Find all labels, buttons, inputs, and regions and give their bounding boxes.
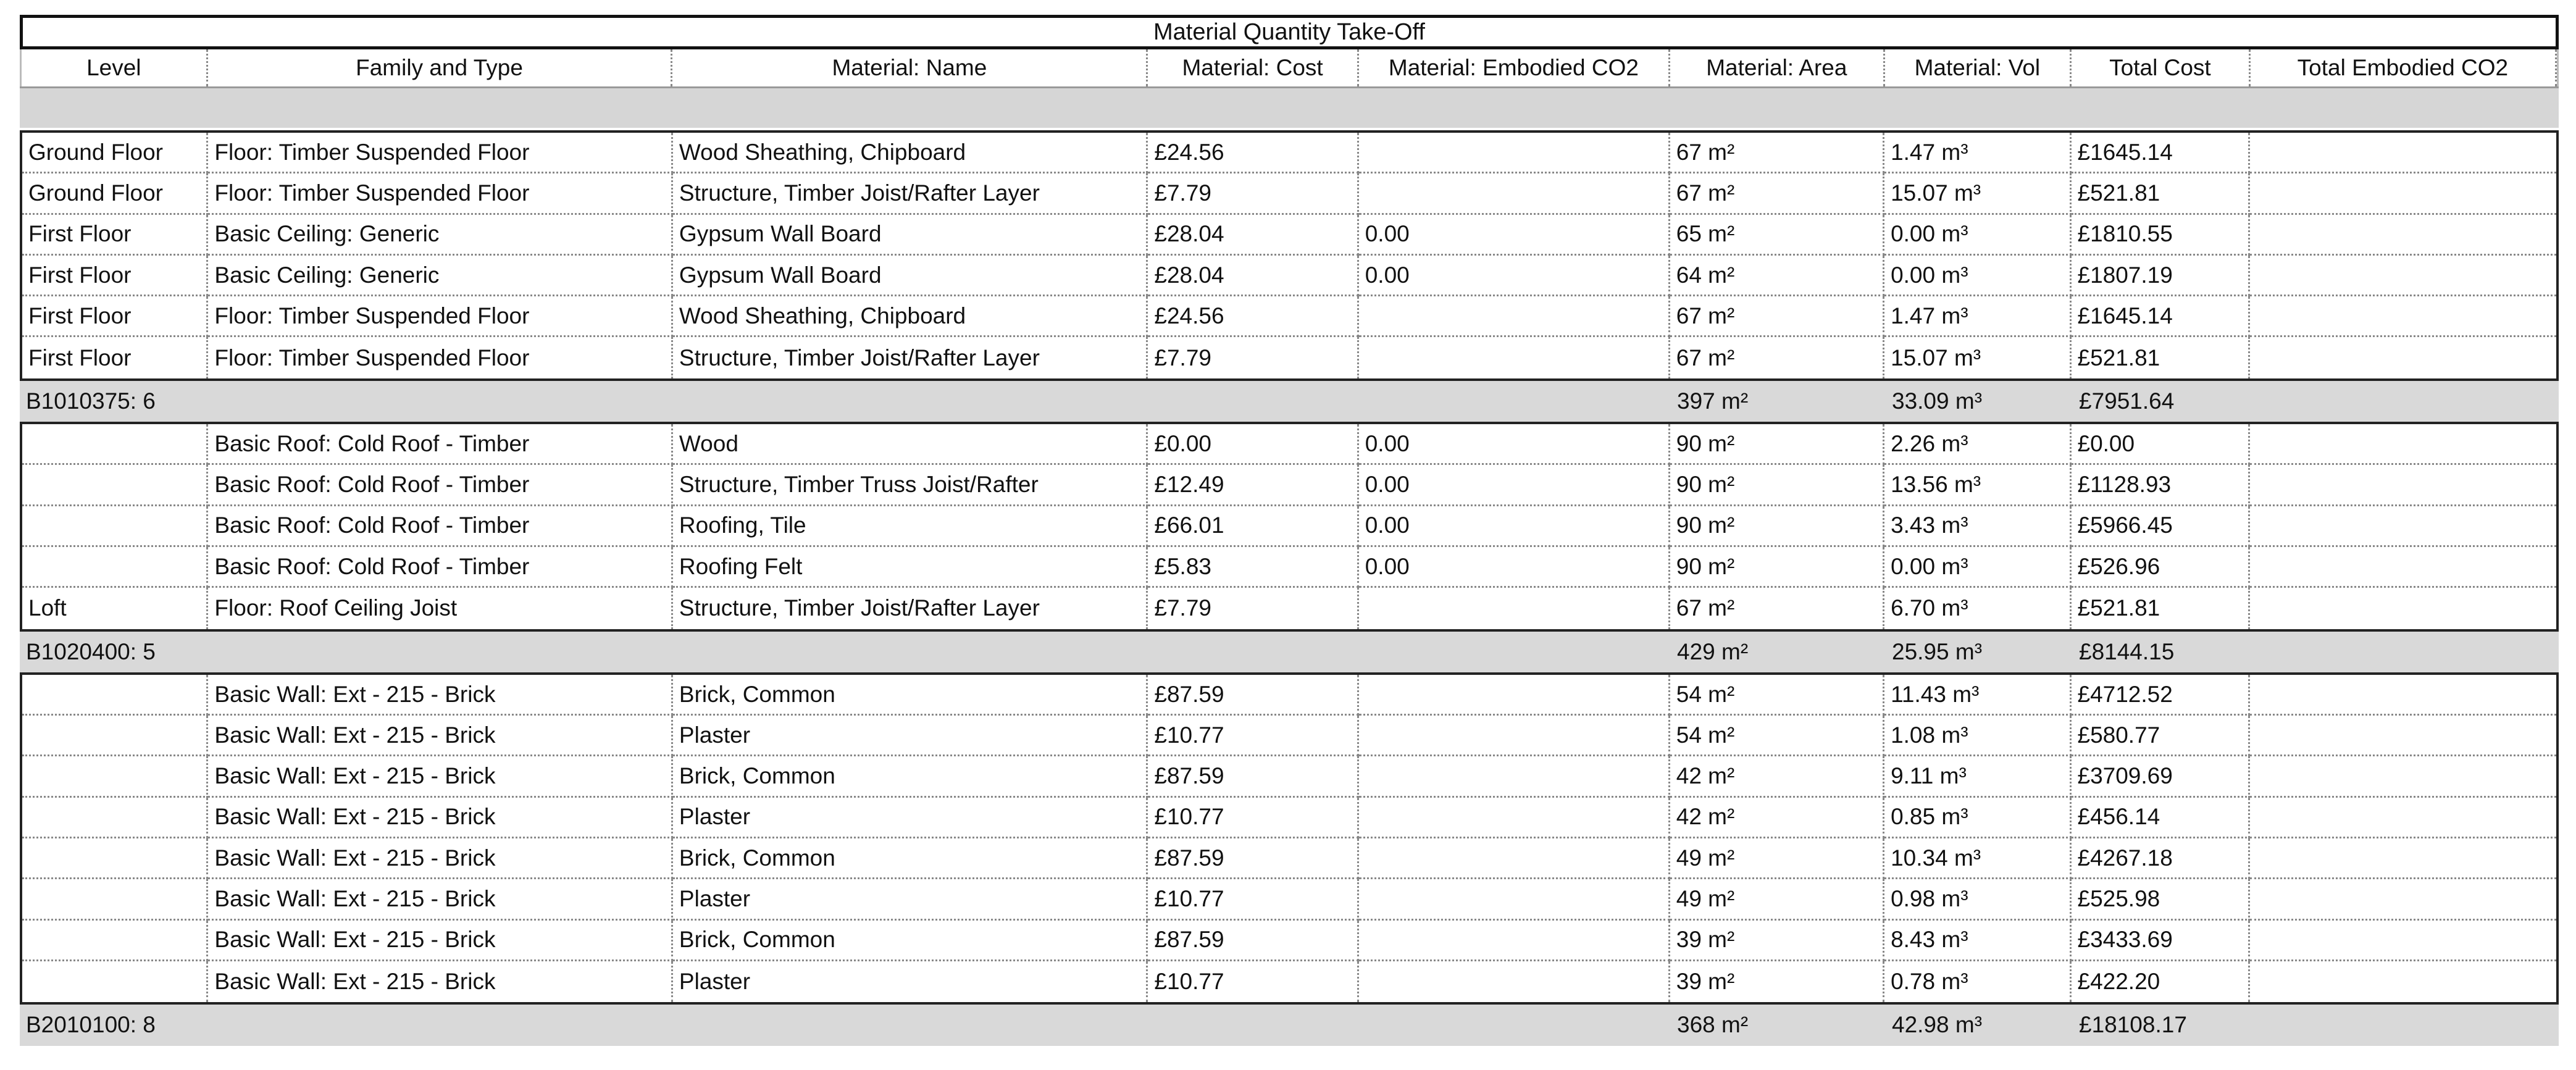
cell-total-cost[interactable]: £3433.69: [2072, 921, 2250, 961]
cell-family-and-type[interactable]: Floor: Timber Suspended Floor: [208, 173, 673, 214]
subtotal-co2: [2252, 632, 2559, 672]
cell-material-name[interactable]: Brick, Common: [673, 756, 1148, 797]
cell-total-cost[interactable]: £521.81: [2072, 173, 2250, 214]
cell-material-embodied-co2[interactable]: [1359, 296, 1670, 337]
cell-total-cost[interactable]: £3709.69: [2072, 756, 2250, 797]
cell-total-embodied-co2[interactable]: [2250, 337, 2556, 378]
table-row[interactable]: [22, 424, 2556, 465]
cell-material-cost[interactable]: £66.01: [1148, 506, 1358, 547]
table-row[interactable]: [22, 921, 2556, 961]
subtotal-vol: 42.98 m³: [1892, 1012, 1983, 1038]
cell-family-and-type[interactable]: Basic Wall: Ext - 215 - Brick: [208, 961, 673, 1002]
cell-family-and-type[interactable]: Floor: Timber Suspended Floor: [208, 133, 673, 173]
cell-material-cost[interactable]: £28.04: [1148, 256, 1358, 296]
cell-material-name[interactable]: Wood: [673, 424, 1148, 465]
cell-material-area[interactable]: 90 m²: [1670, 506, 1884, 547]
cell-material-cost[interactable]: £5.83: [1148, 547, 1358, 588]
cell-total-embodied-co2[interactable]: [2250, 716, 2556, 756]
cell-material-name[interactable]: Brick, Common: [673, 675, 1148, 716]
cell-level[interactable]: First Floor: [22, 337, 208, 378]
cell-material-area[interactable]: 90 m²: [1670, 547, 1884, 588]
cell-family-and-type[interactable]: Basic Roof: Cold Roof - Timber: [208, 506, 673, 547]
cell-family-and-type[interactable]: Floor: Roof Ceiling Joist: [208, 588, 673, 629]
cell-level[interactable]: Loft: [22, 588, 208, 629]
subtotal-area: 429 m²: [1677, 638, 1749, 664]
subtotal-cost: £18108.17: [2079, 1012, 2187, 1038]
cell-material-vol[interactable]: 0.98 m³: [1884, 879, 2071, 920]
cell-material-embodied-co2[interactable]: 0.00: [1359, 465, 1670, 506]
subtotal-cost: £8144.15: [2079, 638, 2175, 664]
cell-material-vol[interactable]: 0.00 m³: [1884, 547, 2071, 588]
cell-total-embodied-co2[interactable]: [2250, 879, 2556, 920]
cell-level[interactable]: Ground Floor: [22, 133, 208, 173]
subtotal-row: [20, 381, 2559, 422]
header-family-and-type[interactable]: Family and Type: [208, 49, 673, 86]
cell-total-cost[interactable]: £521.81: [2072, 337, 2250, 378]
cell-material-cost[interactable]: £10.77: [1148, 879, 1358, 920]
cell-total-cost[interactable]: £456.14: [2072, 798, 2250, 838]
cell-material-cost[interactable]: £87.59: [1148, 756, 1358, 797]
cell-material-vol[interactable]: 11.43 m³: [1884, 675, 2071, 716]
subtotal-area: 397 m²: [1677, 388, 1749, 414]
table-row[interactable]: [22, 798, 2556, 838]
cell-family-and-type[interactable]: Basic Wall: Ext - 215 - Brick: [208, 675, 673, 716]
cell-material-name[interactable]: Plaster: [673, 961, 1148, 1002]
cell-total-cost[interactable]: £4712.52: [2072, 675, 2250, 716]
cell-material-embodied-co2[interactable]: [1359, 588, 1670, 629]
table-row[interactable]: [22, 296, 2556, 337]
subtotal-co2: [2252, 381, 2559, 422]
header-row: [20, 49, 2559, 86]
cell-level[interactable]: [22, 961, 208, 1002]
cell-material-name[interactable]: Roofing Felt: [673, 547, 1148, 588]
cell-material-cost[interactable]: £10.77: [1148, 798, 1358, 838]
cell-family-and-type[interactable]: Basic Roof: Cold Roof - Timber: [208, 424, 673, 465]
cell-total-embodied-co2[interactable]: [2250, 173, 2556, 214]
cell-total-embodied-co2[interactable]: [2250, 296, 2556, 337]
cell-material-vol[interactable]: 0.85 m³: [1884, 798, 2071, 838]
cell-material-name[interactable]: Gypsum Wall Board: [673, 256, 1148, 296]
cell-material-embodied-co2[interactable]: [1359, 838, 1670, 879]
header-level[interactable]: Level: [22, 49, 208, 86]
table-row[interactable]: [22, 256, 2556, 296]
cell-family-and-type[interactable]: Basic Roof: Cold Roof - Timber: [208, 547, 673, 588]
cell-level[interactable]: [22, 506, 208, 547]
row-group: [20, 130, 2559, 381]
cell-material-cost[interactable]: £87.59: [1148, 675, 1358, 716]
subtotal-co2: [2252, 1005, 2559, 1045]
cell-material-cost[interactable]: £10.77: [1148, 716, 1358, 756]
cell-material-vol[interactable]: 3.43 m³: [1884, 506, 2071, 547]
header-material-vol[interactable]: Material: Vol: [1885, 49, 2072, 86]
cell-material-area[interactable]: 42 m²: [1670, 798, 1884, 838]
cell-material-cost[interactable]: £7.79: [1148, 588, 1358, 629]
cell-family-and-type[interactable]: Basic Wall: Ext - 215 - Brick: [208, 921, 673, 961]
cell-material-cost[interactable]: £24.56: [1148, 296, 1358, 337]
cell-total-embodied-co2[interactable]: [2250, 133, 2556, 173]
table-row[interactable]: [22, 756, 2556, 797]
cell-family-and-type[interactable]: Basic Ceiling: Generic: [208, 256, 673, 296]
cell-total-cost[interactable]: £1645.14: [2072, 296, 2250, 337]
cell-total-embodied-co2[interactable]: [2250, 506, 2556, 547]
cell-material-embodied-co2[interactable]: [1359, 879, 1670, 920]
cell-material-area[interactable]: 67 m²: [1670, 296, 1884, 337]
header-material-name[interactable]: Material: Name: [672, 49, 1148, 86]
cell-material-embodied-co2[interactable]: 0.00: [1359, 215, 1670, 256]
cell-family-and-type[interactable]: Basic Wall: Ext - 215 - Brick: [208, 798, 673, 838]
cell-material-vol[interactable]: 0.00 m³: [1884, 215, 2071, 256]
cell-material-area[interactable]: 54 m²: [1670, 716, 1884, 756]
cell-family-and-type[interactable]: Basic Roof: Cold Roof - Timber: [208, 465, 673, 506]
table-row[interactable]: [22, 838, 2556, 879]
schedule-table: [20, 15, 2559, 1046]
cell-material-vol[interactable]: 15.07 m³: [1884, 173, 2071, 214]
cell-material-cost[interactable]: £87.59: [1148, 838, 1358, 879]
cell-material-area[interactable]: 49 m²: [1670, 838, 1884, 879]
subtotal-cost: £7951.64: [2079, 388, 2175, 414]
subtotal-label: B2010100: 8: [26, 1012, 156, 1038]
table-row[interactable]: [22, 675, 2556, 716]
cell-material-area[interactable]: 90 m²: [1670, 465, 1884, 506]
subtotal-row: [20, 1005, 2559, 1045]
cell-total-cost[interactable]: £580.77: [2072, 716, 2250, 756]
cell-material-embodied-co2[interactable]: [1359, 337, 1670, 378]
table-row[interactable]: [22, 133, 2556, 173]
cell-material-cost[interactable]: £24.56: [1148, 133, 1358, 173]
cell-level[interactable]: [22, 838, 208, 879]
subtotal-row: [20, 632, 2559, 672]
cell-family-and-type[interactable]: Basic Ceiling: Generic: [208, 215, 673, 256]
cell-total-embodied-co2[interactable]: [2250, 547, 2556, 588]
cell-material-vol[interactable]: 1.08 m³: [1884, 716, 2071, 756]
cell-level[interactable]: First Floor: [22, 256, 208, 296]
cell-material-vol[interactable]: 8.43 m³: [1884, 921, 2071, 961]
cell-material-embodied-co2[interactable]: 0.00: [1359, 547, 1670, 588]
table-row[interactable]: [22, 173, 2556, 214]
cell-material-area[interactable]: 39 m²: [1670, 921, 1884, 961]
cell-material-name[interactable]: Gypsum Wall Board: [673, 215, 1148, 256]
table-row[interactable]: [22, 506, 2556, 547]
cell-level[interactable]: First Floor: [22, 296, 208, 337]
cell-material-vol[interactable]: 1.47 m³: [1884, 296, 2071, 337]
table-row[interactable]: [22, 465, 2556, 506]
cell-material-embodied-co2[interactable]: [1359, 716, 1670, 756]
cell-level[interactable]: [22, 756, 208, 797]
cell-material-area[interactable]: 67 m²: [1670, 337, 1884, 378]
cell-material-cost[interactable]: £0.00: [1148, 424, 1358, 465]
header-material-cost[interactable]: Material: Cost: [1148, 49, 1359, 86]
cell-level[interactable]: [22, 675, 208, 716]
blank-separator-row: [20, 86, 2559, 128]
cell-material-vol[interactable]: 6.70 m³: [1884, 588, 2071, 629]
cell-material-vol[interactable]: 9.11 m³: [1884, 756, 2071, 797]
cell-family-and-type[interactable]: Basic Wall: Ext - 215 - Brick: [208, 756, 673, 797]
cell-family-and-type[interactable]: Basic Wall: Ext - 215 - Brick: [208, 879, 673, 920]
cell-total-embodied-co2[interactable]: [2250, 465, 2556, 506]
cell-material-vol[interactable]: 2.26 m³: [1884, 424, 2071, 465]
cell-level[interactable]: [22, 798, 208, 838]
cell-total-cost[interactable]: £422.20: [2072, 961, 2250, 1002]
cell-material-name[interactable]: Plaster: [673, 716, 1148, 756]
cell-material-cost[interactable]: £28.04: [1148, 215, 1358, 256]
cell-material-embodied-co2[interactable]: [1359, 798, 1670, 838]
cell-material-embodied-co2[interactable]: 0.00: [1359, 506, 1670, 547]
cell-material-cost[interactable]: £7.79: [1148, 337, 1358, 378]
cell-total-embodied-co2[interactable]: [2250, 798, 2556, 838]
cell-material-embodied-co2[interactable]: [1359, 133, 1670, 173]
cell-material-cost[interactable]: £12.49: [1148, 465, 1358, 506]
cell-material-name[interactable]: Roofing, Tile: [673, 506, 1148, 547]
cell-total-cost[interactable]: £525.98: [2072, 879, 2250, 920]
cell-family-and-type[interactable]: Floor: Timber Suspended Floor: [208, 296, 673, 337]
schedule-title: Material Quantity Take-Off: [20, 15, 2559, 49]
cell-material-area[interactable]: 67 m²: [1670, 588, 1884, 629]
header-total-cost[interactable]: Total Cost: [2072, 49, 2251, 86]
cell-total-cost[interactable]: £1810.55: [2072, 215, 2250, 256]
table-row[interactable]: [22, 547, 2556, 588]
cell-family-and-type[interactable]: Basic Wall: Ext - 215 - Brick: [208, 716, 673, 756]
subtotal-label: B1010375: 6: [26, 388, 156, 414]
cell-level[interactable]: [22, 547, 208, 588]
cell-material-name[interactable]: Plaster: [673, 798, 1148, 838]
cell-family-and-type[interactable]: Basic Wall: Ext - 215 - Brick: [208, 838, 673, 879]
cell-total-cost[interactable]: £1807.19: [2072, 256, 2250, 296]
cell-material-name[interactable]: Structure, Timber Truss Joist/Rafter: [673, 465, 1148, 506]
cell-total-cost[interactable]: £4267.18: [2072, 838, 2250, 879]
cell-level[interactable]: [22, 921, 208, 961]
cell-level[interactable]: First Floor: [22, 215, 208, 256]
cell-material-cost[interactable]: £7.79: [1148, 173, 1358, 214]
table-row[interactable]: [22, 961, 2556, 1002]
cell-total-embodied-co2[interactable]: [2250, 256, 2556, 296]
cell-total-cost[interactable]: £1128.93: [2072, 465, 2250, 506]
cell-level[interactable]: [22, 716, 208, 756]
cell-level[interactable]: [22, 879, 208, 920]
cell-material-area[interactable]: 54 m²: [1670, 675, 1884, 716]
cell-material-area[interactable]: 90 m²: [1670, 424, 1884, 465]
subtotal-vol: 33.09 m³: [1892, 388, 1983, 414]
cell-material-embodied-co2[interactable]: 0.00: [1359, 424, 1670, 465]
cell-total-embodied-co2[interactable]: [2250, 921, 2556, 961]
cell-total-cost[interactable]: £1645.14: [2072, 133, 2250, 173]
row-group: [20, 672, 2559, 1005]
table-row[interactable]: [22, 716, 2556, 756]
cell-material-area[interactable]: 65 m²: [1670, 215, 1884, 256]
row-group: [20, 422, 2559, 631]
table-row[interactable]: [22, 588, 2556, 629]
cell-total-embodied-co2[interactable]: [2250, 838, 2556, 879]
cell-material-vol[interactable]: 0.00 m³: [1884, 256, 2071, 296]
table-row[interactable]: [22, 215, 2556, 256]
subtotal-area: 368 m²: [1677, 1012, 1749, 1038]
cell-total-embodied-co2[interactable]: [2250, 424, 2556, 465]
cell-total-embodied-co2[interactable]: [2250, 215, 2556, 256]
cell-level[interactable]: Ground Floor: [22, 173, 208, 214]
table-row[interactable]: [22, 337, 2556, 378]
cell-total-embodied-co2[interactable]: [2250, 675, 2556, 716]
header-total-embodied-co2[interactable]: Total Embodied CO2: [2251, 49, 2557, 86]
cell-total-cost[interactable]: £521.81: [2072, 588, 2250, 629]
schedule-body: [20, 130, 2559, 1046]
cell-material-vol[interactable]: 15.07 m³: [1884, 337, 2071, 378]
cell-total-embodied-co2[interactable]: [2250, 588, 2556, 629]
cell-material-embodied-co2[interactable]: [1359, 173, 1670, 214]
cell-material-name[interactable]: Wood Sheathing, Chipboard: [673, 296, 1148, 337]
cell-material-area[interactable]: 67 m²: [1670, 133, 1884, 173]
cell-material-vol[interactable]: 10.34 m³: [1884, 838, 2071, 879]
cell-material-name[interactable]: Brick, Common: [673, 838, 1148, 879]
cell-material-vol[interactable]: 1.47 m³: [1884, 133, 2071, 173]
cell-total-cost[interactable]: £0.00: [2072, 424, 2250, 465]
table-row[interactable]: [22, 879, 2556, 920]
cell-material-cost[interactable]: £10.77: [1148, 961, 1358, 1002]
cell-material-name[interactable]: Structure, Timber Joist/Rafter Layer: [673, 337, 1148, 378]
cell-total-cost[interactable]: £526.96: [2072, 547, 2250, 588]
cell-material-embodied-co2[interactable]: 0.00: [1359, 256, 1670, 296]
cell-material-embodied-co2[interactable]: [1359, 675, 1670, 716]
cell-material-embodied-co2[interactable]: [1359, 756, 1670, 797]
cell-material-vol[interactable]: 0.78 m³: [1884, 961, 2071, 1002]
cell-level[interactable]: [22, 465, 208, 506]
cell-material-area[interactable]: 39 m²: [1670, 961, 1884, 1002]
cell-total-embodied-co2[interactable]: [2250, 961, 2556, 1002]
cell-material-area[interactable]: 42 m²: [1670, 756, 1884, 797]
cell-material-embodied-co2[interactable]: [1359, 961, 1670, 1002]
header-material-area[interactable]: Material: Area: [1670, 49, 1885, 86]
cell-material-name[interactable]: Brick, Common: [673, 921, 1148, 961]
cell-material-area[interactable]: 49 m²: [1670, 879, 1884, 920]
cell-material-area[interactable]: 67 m²: [1670, 173, 1884, 214]
cell-total-embodied-co2[interactable]: [2250, 756, 2556, 797]
cell-material-embodied-co2[interactable]: [1359, 921, 1670, 961]
cell-material-name[interactable]: Wood Sheathing, Chipboard: [673, 133, 1148, 173]
cell-material-area[interactable]: 64 m²: [1670, 256, 1884, 296]
header-material-embodied-co2[interactable]: Material: Embodied CO2: [1359, 49, 1670, 86]
cell-material-name[interactable]: Plaster: [673, 879, 1148, 920]
subtotal-vol: 25.95 m³: [1892, 638, 1983, 664]
cell-total-cost[interactable]: £5966.45: [2072, 506, 2250, 547]
cell-level[interactable]: [22, 424, 208, 465]
cell-material-name[interactable]: Structure, Timber Joist/Rafter Layer: [673, 588, 1148, 629]
cell-material-cost[interactable]: £87.59: [1148, 921, 1358, 961]
cell-material-name[interactable]: Structure, Timber Joist/Rafter Layer: [673, 173, 1148, 214]
cell-material-vol[interactable]: 13.56 m³: [1884, 465, 2071, 506]
subtotal-label: B1020400: 5: [26, 638, 156, 664]
cell-family-and-type[interactable]: Floor: Timber Suspended Floor: [208, 337, 673, 378]
